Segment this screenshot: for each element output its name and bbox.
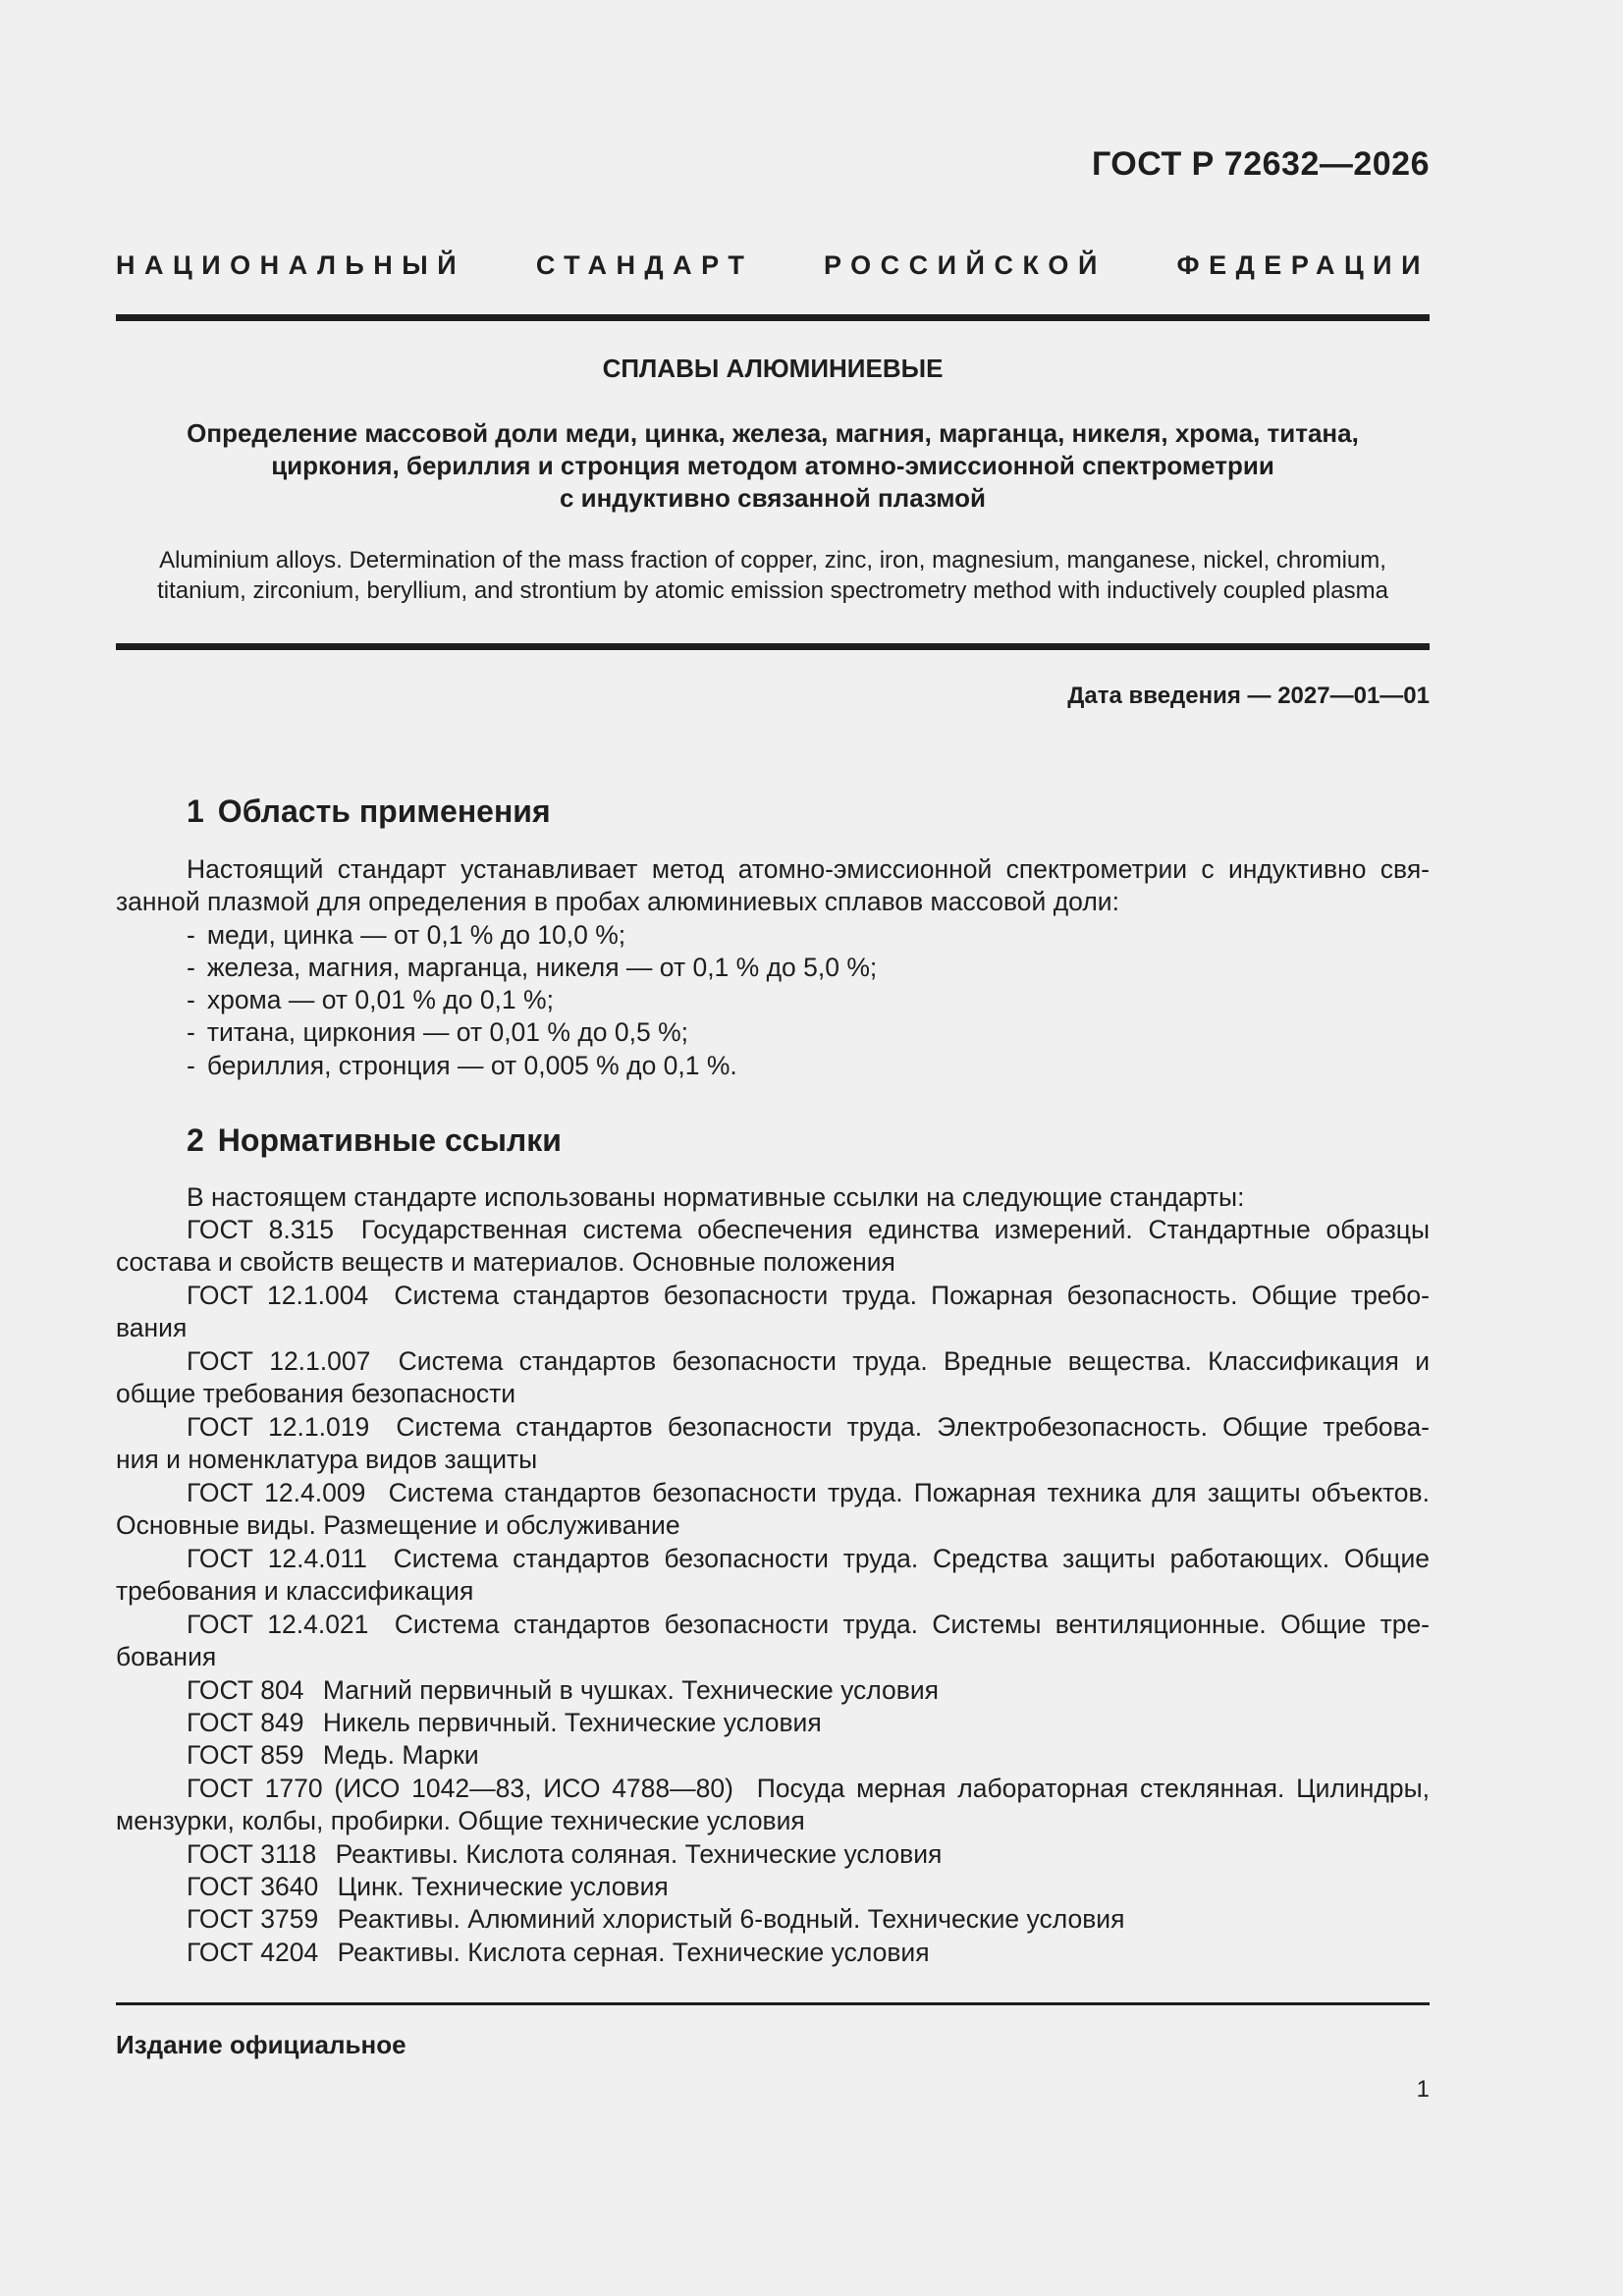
section-2-heading bbox=[187, 1122, 562, 1159]
reference-continuation: состава и свойств веществ и материалов. Основные положения bbox=[116, 1247, 895, 1277]
reference-entry: ГОСТ 849 Никель первичный. Технические условия bbox=[187, 1708, 822, 1737]
reference-continuation: бования bbox=[116, 1642, 217, 1671]
reference-continuation: ния и номенклатура видов защиты bbox=[116, 1445, 538, 1474]
list-item: - железа, магния, марганца, никеля — от 0,1 % до 5,0 %; bbox=[187, 953, 878, 982]
paragraph-line: Настоящий стандарт устанавливает метод атомно-эмиссионной спектрометрии с индуктивно свя- bbox=[187, 854, 1430, 884]
reference-entry: ГОСТ 3118 Реактивы. Кислота соляная. Технические условия bbox=[187, 1839, 943, 1869]
section-number: 1 bbox=[187, 793, 204, 829]
footer-rule bbox=[116, 2002, 1430, 2005]
reference-entry: ГОСТ 12.4.011 Система стандартов безопасности труда. Средства защиты работающих. Общие bbox=[187, 1544, 1431, 1573]
top-rule bbox=[116, 314, 1430, 321]
section-number: 2 bbox=[187, 1122, 204, 1158]
section-1-heading bbox=[187, 793, 551, 830]
reference-entry: ГОСТ 12.1.004 Система стандартов безопасности труда. Пожарная безопасность. Общие требо- bbox=[187, 1281, 1430, 1310]
subtitle-line: с индуктивно связанной плазмой bbox=[559, 483, 986, 513]
list-item: - бериллия, стронция — от 0,005 % до 0,1 %. bbox=[187, 1051, 737, 1080]
official-edition: Издание официальное bbox=[116, 2030, 406, 2059]
page-number: 1 bbox=[1416, 2076, 1430, 2103]
gost-number: ГОСТ Р 72632—2026 bbox=[1091, 145, 1430, 183]
subtitle-line: циркония, бериллия и стронция методом атомно-эмиссионной спектрометрии bbox=[271, 451, 1274, 480]
english-title-line: titanium, zirconium, beryllium, and strontium by atomic emission spectrometry method with inductively coupled plasma bbox=[157, 577, 1388, 604]
reference-entry: ГОСТ 4204 Реактивы. Кислота серная. Технические условия bbox=[187, 1938, 930, 1967]
english-title bbox=[116, 545, 1430, 606]
reference-entry: ГОСТ 804 Магний первичный в чушках. Технические условия bbox=[187, 1675, 940, 1705]
reference-entry: ГОСТ 12.4.021 Система стандартов безопасности труда. Системы вентиляционные. Общие тре- bbox=[187, 1610, 1431, 1639]
reference-continuation: Основные виды. Размещение и обслуживание bbox=[116, 1510, 680, 1540]
reference-entry: ГОСТ 859 Медь. Марки bbox=[187, 1740, 479, 1770]
english-title-line: Aluminium alloys. Determination of the mass fraction of copper, zinc, iron, magnesium, manganese, nickel, chromium, bbox=[159, 547, 1386, 574]
section-title: Нормативные ссылки bbox=[217, 1122, 562, 1158]
list-item: - титана, циркония — от 0,01 % до 0,5 %; bbox=[187, 1017, 689, 1047]
paragraph-line: В настоящем стандарте использованы нормативные ссылки на следующие стандарты: bbox=[187, 1182, 1245, 1212]
section-title: Область применения bbox=[217, 793, 551, 829]
national-standard-heading: НАЦИОНАЛЬНЫЙ СТАНДАРТ РОССИЙСКОЙ ФЕДЕРАЦИИ bbox=[116, 250, 1430, 280]
reference-entry: ГОСТ 12.1.019 Система стандартов безопасности труда. Электробезопасность. Общие требова- bbox=[187, 1412, 1431, 1442]
paragraph-line: занной плазмой для определения в пробах алюминиевых сплавов массовой доли: bbox=[116, 887, 1119, 916]
list-item: - хрома — от 0,01 % до 0,1 %; bbox=[187, 985, 554, 1014]
title-bottom-rule bbox=[116, 643, 1430, 650]
reference-entry: ГОСТ 8.315 Государственная система обеспечения единства измерений. Стандартные образцы bbox=[187, 1215, 1430, 1244]
list-item: - меди, цинка — от 0,1 % до 10,0 %; bbox=[187, 920, 626, 950]
subtitle-line: Определение массовой доли меди, цинка, железа, магния, марганца, никеля, хрома, титана, bbox=[187, 418, 1359, 448]
reference-continuation: общие требования безопасности bbox=[116, 1379, 516, 1408]
reference-entry: ГОСТ 3640 Цинк. Технические условия bbox=[187, 1872, 669, 1901]
reference-entry: ГОСТ 3759 Реактивы. Алюминий хлористый 6-водный. Технические условия bbox=[187, 1904, 1125, 1934]
reference-continuation: мензурки, колбы, пробирки. Общие технические условия bbox=[116, 1806, 805, 1835]
reference-entry: ГОСТ 12.4.009 Система стандартов безопасности труда. Пожарная техника для защиты объектов. bbox=[187, 1478, 1430, 1507]
document-title: СПЛАВЫ АЛЮМИНИЕВЫЕ bbox=[602, 354, 944, 383]
reference-continuation: вания bbox=[116, 1313, 188, 1342]
reference-entry: ГОСТ 12.1.007 Система стандартов безопасности труда. Вредные вещества. Классификация и bbox=[187, 1346, 1430, 1376]
document-subtitle bbox=[116, 417, 1430, 515]
reference-continuation: требования и классификация bbox=[116, 1576, 474, 1606]
introduction-date: Дата введения — 2027—01—01 bbox=[1067, 683, 1430, 709]
reference-entry: ГОСТ 1770 (ИСО 1042—83, ИСО 4788—80) Посуда мерная лабораторная стеклянная. Цилиндры, bbox=[187, 1774, 1430, 1803]
